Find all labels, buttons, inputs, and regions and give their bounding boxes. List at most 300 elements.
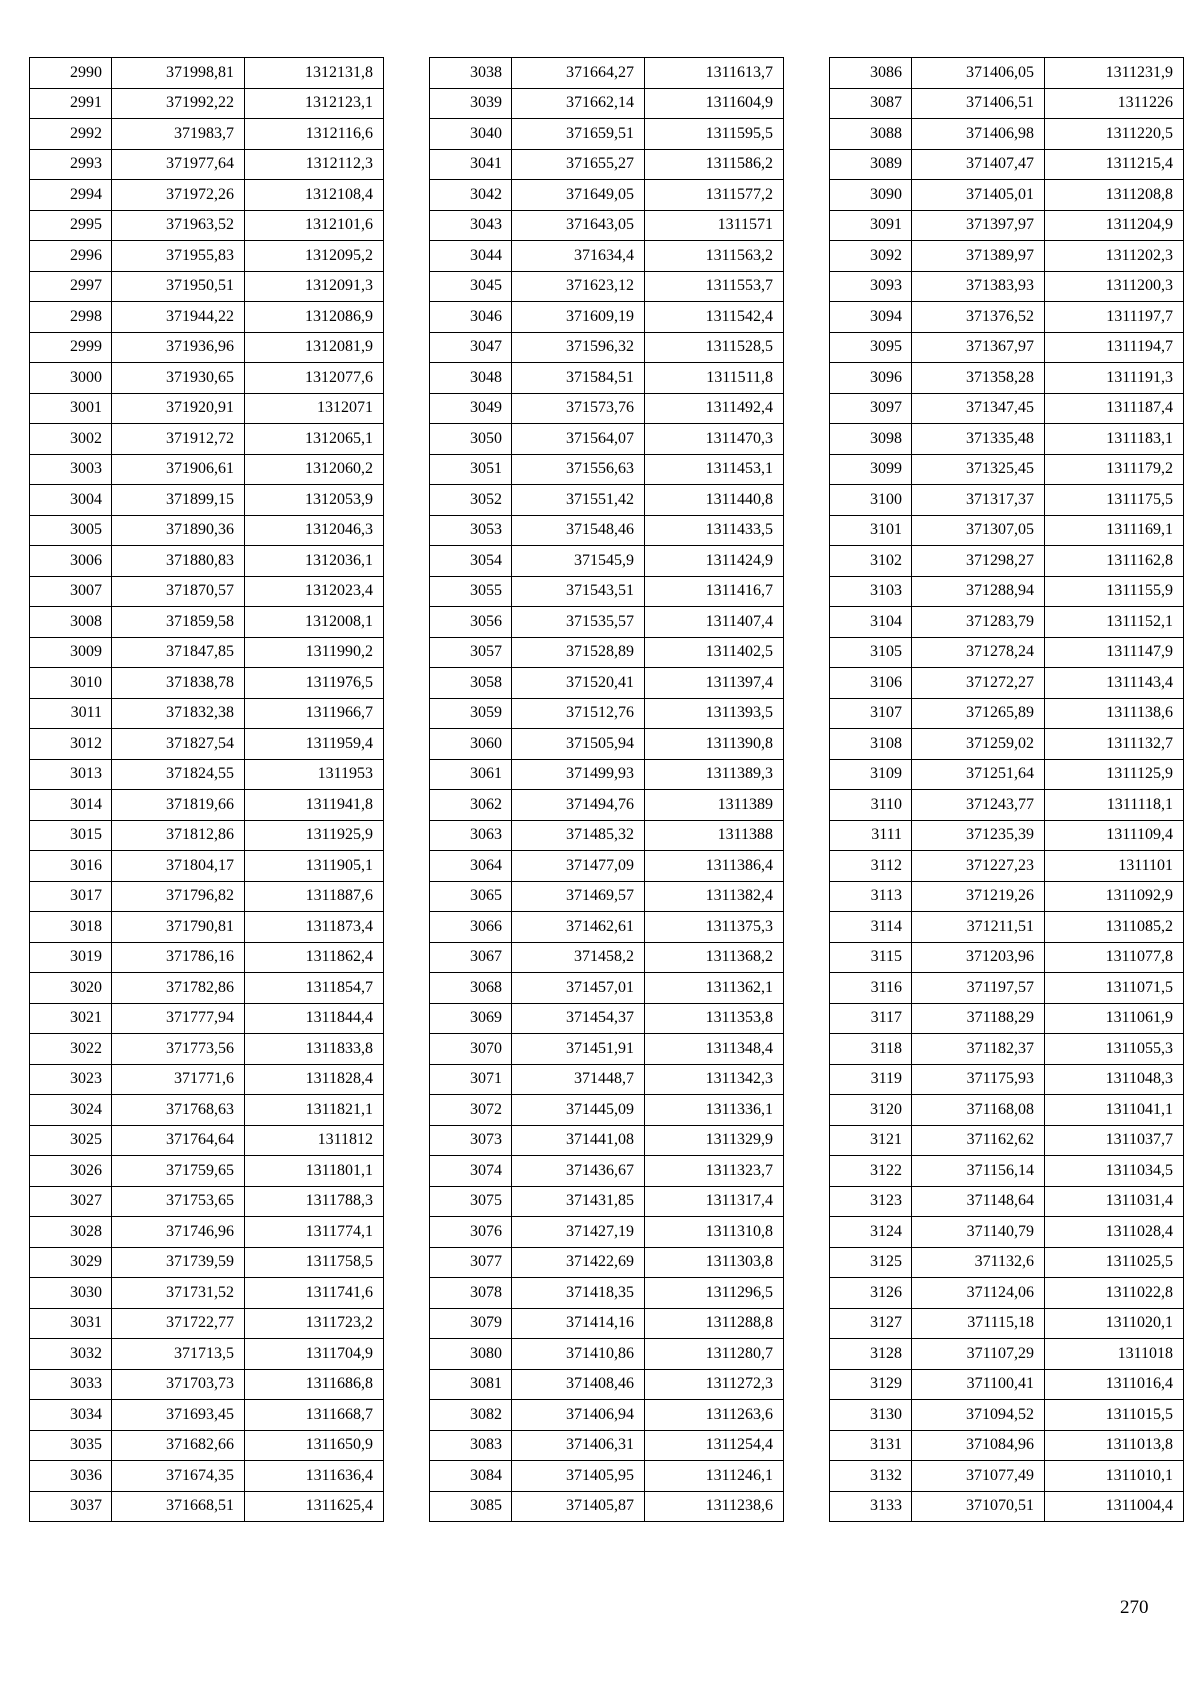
x-coordinate-cell: 371494,76: [512, 790, 645, 821]
point-id-cell: 3094: [830, 302, 912, 333]
point-id-cell: 3095: [830, 332, 912, 363]
y-coordinate-cell: 1311873,4: [245, 912, 384, 943]
x-coordinate-cell: 371771,6: [112, 1064, 245, 1095]
point-id-cell: 3070: [430, 1034, 512, 1065]
y-coordinate-cell: 1311085,2: [1045, 912, 1184, 943]
table-row: [430, 515, 784, 546]
y-coordinate-cell: 1311686,8: [245, 1369, 384, 1400]
table-row: [430, 1156, 784, 1187]
x-coordinate-cell: 371211,51: [912, 912, 1045, 943]
point-id-cell: 3083: [430, 1430, 512, 1461]
y-coordinate-cell: 1311440,8: [645, 485, 784, 516]
x-coordinate-cell: 371824,55: [112, 759, 245, 790]
point-id-cell: 3058: [430, 668, 512, 699]
point-id-cell: 3076: [430, 1217, 512, 1248]
x-coordinate-cell: 371827,54: [112, 729, 245, 760]
point-id-cell: 3008: [30, 607, 112, 638]
x-coordinate-cell: 371944,22: [112, 302, 245, 333]
point-id-cell: 3074: [430, 1156, 512, 1187]
y-coordinate-cell: 1311015,5: [1045, 1400, 1184, 1431]
x-coordinate-cell: 371768,63: [112, 1095, 245, 1126]
point-id-cell: 3057: [430, 637, 512, 668]
y-coordinate-cell: 1311388: [645, 820, 784, 851]
x-coordinate-cell: 371462,61: [512, 912, 645, 943]
y-coordinate-cell: 1311215,4: [1045, 149, 1184, 180]
table-row: [430, 698, 784, 729]
y-coordinate-cell: 1311362,1: [645, 973, 784, 1004]
x-coordinate-cell: 371376,52: [912, 302, 1045, 333]
y-coordinate-cell: 1311774,1: [245, 1217, 384, 1248]
y-coordinate-cell: 1311511,8: [645, 363, 784, 394]
y-coordinate-cell: 1311101: [1045, 851, 1184, 882]
y-coordinate-cell: 1312053,9: [245, 485, 384, 516]
y-coordinate-cell: 1312081,9: [245, 332, 384, 363]
table-row: [30, 668, 384, 699]
point-id-cell: 3082: [430, 1400, 512, 1431]
point-id-cell: 3129: [830, 1369, 912, 1400]
table-row: [830, 729, 1184, 760]
table-row: [830, 58, 1184, 89]
table-row: [30, 363, 384, 394]
table-row: [830, 1430, 1184, 1461]
table-row: [430, 942, 784, 973]
point-id-cell: 3105: [830, 637, 912, 668]
table-row: [30, 1064, 384, 1095]
point-id-cell: 3006: [30, 546, 112, 577]
x-coordinate-cell: 371731,52: [112, 1278, 245, 1309]
table-row: [430, 1186, 784, 1217]
y-coordinate-cell: 1311202,3: [1045, 241, 1184, 272]
point-id-cell: 3068: [430, 973, 512, 1004]
y-coordinate-cell: 1311022,8: [1045, 1278, 1184, 1309]
y-coordinate-cell: 1312065,1: [245, 424, 384, 455]
table-row: [830, 1491, 1184, 1522]
x-coordinate-cell: 371235,39: [912, 820, 1045, 851]
x-coordinate-cell: 371457,01: [512, 973, 645, 1004]
x-coordinate-cell: 371298,27: [912, 546, 1045, 577]
y-coordinate-cell: 1311280,7: [645, 1339, 784, 1370]
x-coordinate-cell: 371451,91: [512, 1034, 645, 1065]
point-id-cell: 3064: [430, 851, 512, 882]
point-id-cell: 3072: [430, 1095, 512, 1126]
y-coordinate-cell: 1311175,5: [1045, 485, 1184, 516]
table-row: [30, 759, 384, 790]
x-coordinate-cell: 371148,64: [912, 1186, 1045, 1217]
point-id-cell: 3133: [830, 1491, 912, 1522]
point-id-cell: 3104: [830, 607, 912, 638]
y-coordinate-cell: 1311013,8: [1045, 1430, 1184, 1461]
table-row: [430, 119, 784, 150]
x-coordinate-cell: 371406,94: [512, 1400, 645, 1431]
y-coordinate-cell: 1312008,1: [245, 607, 384, 638]
y-coordinate-cell: 1311862,4: [245, 942, 384, 973]
table-row: [30, 1095, 384, 1126]
y-coordinate-cell: 1312116,6: [245, 119, 384, 150]
table-row: [830, 241, 1184, 272]
table-row: [830, 820, 1184, 851]
table-row: [30, 210, 384, 241]
y-coordinate-cell: 1311020,1: [1045, 1308, 1184, 1339]
table-row: [30, 1247, 384, 1278]
y-coordinate-cell: 1311004,4: [1045, 1491, 1184, 1522]
x-coordinate-cell: 371819,66: [112, 790, 245, 821]
table-row: [830, 1339, 1184, 1370]
table-row: [830, 1034, 1184, 1065]
y-coordinate-cell: 1311801,1: [245, 1156, 384, 1187]
table-row: [830, 1461, 1184, 1492]
table-row: [830, 1369, 1184, 1400]
y-coordinate-cell: 1312112,3: [245, 149, 384, 180]
x-coordinate-cell: 371722,77: [112, 1308, 245, 1339]
point-id-cell: 3056: [430, 607, 512, 638]
point-id-cell: 3084: [430, 1461, 512, 1492]
table-row: [30, 973, 384, 1004]
y-coordinate-cell: 1311288,8: [645, 1308, 784, 1339]
point-id-cell: 3063: [430, 820, 512, 851]
table-row: [830, 180, 1184, 211]
point-id-cell: 3020: [30, 973, 112, 1004]
table-row: [430, 973, 784, 1004]
table-row: [30, 454, 384, 485]
x-coordinate-cell: 371668,51: [112, 1491, 245, 1522]
x-coordinate-cell: 371414,16: [512, 1308, 645, 1339]
page-number: 270: [1120, 1597, 1149, 1618]
table-row: [430, 1308, 784, 1339]
y-coordinate-cell: 1311368,2: [645, 942, 784, 973]
y-coordinate-cell: 1311636,4: [245, 1461, 384, 1492]
x-coordinate-cell: 371662,14: [512, 88, 645, 119]
x-coordinate-cell: 371265,89: [912, 698, 1045, 729]
y-coordinate-cell: 1311382,4: [645, 881, 784, 912]
x-coordinate-cell: 371912,72: [112, 424, 245, 455]
table-row: [30, 149, 384, 180]
y-coordinate-cell: 1311197,7: [1045, 302, 1184, 333]
point-id-cell: 3126: [830, 1278, 912, 1309]
x-coordinate-cell: 371422,69: [512, 1247, 645, 1278]
table-row: [30, 698, 384, 729]
y-coordinate-cell: 1312095,2: [245, 241, 384, 272]
point-id-cell: 3025: [30, 1125, 112, 1156]
x-coordinate-cell: 371643,05: [512, 210, 645, 241]
point-id-cell: 3069: [430, 1003, 512, 1034]
x-coordinate-cell: 371950,51: [112, 271, 245, 302]
y-coordinate-cell: 1311010,1: [1045, 1461, 1184, 1492]
y-coordinate-cell: 1311389,3: [645, 759, 784, 790]
point-id-cell: 3090: [830, 180, 912, 211]
table-row: [830, 668, 1184, 699]
point-id-cell: 3014: [30, 790, 112, 821]
table-row: [830, 1247, 1184, 1278]
point-id-cell: 3016: [30, 851, 112, 882]
x-coordinate-cell: 371107,29: [912, 1339, 1045, 1370]
table-row: [830, 546, 1184, 577]
point-id-cell: 3080: [430, 1339, 512, 1370]
y-coordinate-cell: 1311194,7: [1045, 332, 1184, 363]
x-coordinate-cell: 371406,31: [512, 1430, 645, 1461]
y-coordinate-cell: 1311204,9: [1045, 210, 1184, 241]
y-coordinate-cell: 1311055,3: [1045, 1034, 1184, 1065]
x-coordinate-cell: 371175,93: [912, 1064, 1045, 1095]
point-id-cell: 3033: [30, 1369, 112, 1400]
y-coordinate-cell: 1311563,2: [645, 241, 784, 272]
y-coordinate-cell: 1311854,7: [245, 973, 384, 1004]
y-coordinate-cell: 1311577,2: [645, 180, 784, 211]
table-row: [30, 302, 384, 333]
point-id-cell: 3015: [30, 820, 112, 851]
point-id-cell: 3002: [30, 424, 112, 455]
x-coordinate-cell: 371156,14: [912, 1156, 1045, 1187]
coordinate-table-1: [29, 57, 384, 1522]
x-coordinate-cell: 371441,08: [512, 1125, 645, 1156]
table-row: [830, 576, 1184, 607]
x-coordinate-cell: 371436,67: [512, 1156, 645, 1187]
y-coordinate-cell: 1311424,9: [645, 546, 784, 577]
y-coordinate-cell: 1311723,2: [245, 1308, 384, 1339]
y-coordinate-cell: 1312131,8: [245, 58, 384, 89]
point-id-cell: 3071: [430, 1064, 512, 1095]
table-row: [430, 1003, 784, 1034]
table-row: [830, 332, 1184, 363]
y-coordinate-cell: 1311138,6: [1045, 698, 1184, 729]
y-coordinate-cell: 1311336,1: [645, 1095, 784, 1126]
table-row: [430, 759, 784, 790]
y-coordinate-cell: 1311353,8: [645, 1003, 784, 1034]
point-id-cell: 3007: [30, 576, 112, 607]
table-row: [30, 1186, 384, 1217]
table-row: [430, 88, 784, 119]
x-coordinate-cell: 371847,85: [112, 637, 245, 668]
table-row: [430, 668, 784, 699]
x-coordinate-cell: 371505,94: [512, 729, 645, 760]
table-row: [830, 698, 1184, 729]
x-coordinate-cell: 371307,05: [912, 515, 1045, 546]
y-coordinate-cell: 1311200,3: [1045, 271, 1184, 302]
x-coordinate-cell: 371955,83: [112, 241, 245, 272]
x-coordinate-cell: 371389,97: [912, 241, 1045, 272]
point-id-cell: 3059: [430, 698, 512, 729]
point-id-cell: 3005: [30, 515, 112, 546]
table-row: [30, 1339, 384, 1370]
table-row: [30, 119, 384, 150]
table-row: [830, 973, 1184, 1004]
y-coordinate-cell: 1311625,4: [245, 1491, 384, 1522]
x-coordinate-cell: 371188,29: [912, 1003, 1045, 1034]
y-coordinate-cell: 1311741,6: [245, 1278, 384, 1309]
point-id-cell: 3003: [30, 454, 112, 485]
point-id-cell: 2997: [30, 271, 112, 302]
y-coordinate-cell: 1311109,4: [1045, 820, 1184, 851]
x-coordinate-cell: 371655,27: [512, 149, 645, 180]
y-coordinate-cell: 1311018: [1045, 1339, 1184, 1370]
table-row: [430, 58, 784, 89]
x-coordinate-cell: 371804,17: [112, 851, 245, 882]
point-id-cell: 3022: [30, 1034, 112, 1065]
y-coordinate-cell: 1311208,8: [1045, 180, 1184, 211]
y-coordinate-cell: 1311272,3: [645, 1369, 784, 1400]
table-row: [830, 637, 1184, 668]
table-row: [30, 1308, 384, 1339]
point-id-cell: 3088: [830, 119, 912, 150]
y-coordinate-cell: 1311179,2: [1045, 454, 1184, 485]
table-row: [430, 1278, 784, 1309]
y-coordinate-cell: 1311231,9: [1045, 58, 1184, 89]
y-coordinate-cell: 1311263,6: [645, 1400, 784, 1431]
x-coordinate-cell: 371545,9: [512, 546, 645, 577]
x-coordinate-cell: 371548,46: [512, 515, 645, 546]
table-row: [830, 88, 1184, 119]
y-coordinate-cell: 1311595,5: [645, 119, 784, 150]
point-id-cell: 3067: [430, 942, 512, 973]
y-coordinate-cell: 1311492,4: [645, 393, 784, 424]
point-id-cell: 3116: [830, 973, 912, 1004]
table-row: [430, 1491, 784, 1522]
table-row: [830, 1400, 1184, 1431]
point-id-cell: 3028: [30, 1217, 112, 1248]
point-id-cell: 3101: [830, 515, 912, 546]
table-row: [430, 332, 784, 363]
table-row: [30, 1034, 384, 1065]
table-row: [430, 912, 784, 943]
y-coordinate-cell: 1311246,1: [645, 1461, 784, 1492]
table-row: [30, 88, 384, 119]
point-id-cell: 3040: [430, 119, 512, 150]
point-id-cell: 3123: [830, 1186, 912, 1217]
point-id-cell: 2993: [30, 149, 112, 180]
point-id-cell: 3093: [830, 271, 912, 302]
x-coordinate-cell: 371427,19: [512, 1217, 645, 1248]
point-id-cell: 3049: [430, 393, 512, 424]
x-coordinate-cell: 371782,86: [112, 973, 245, 1004]
y-coordinate-cell: 1311118,1: [1045, 790, 1184, 821]
y-coordinate-cell: 1311296,5: [645, 1278, 784, 1309]
point-id-cell: 2992: [30, 119, 112, 150]
point-id-cell: 3078: [430, 1278, 512, 1309]
y-coordinate-cell: 1311162,8: [1045, 546, 1184, 577]
table-row: [830, 881, 1184, 912]
y-coordinate-cell: 1311604,9: [645, 88, 784, 119]
point-id-cell: 3112: [830, 851, 912, 882]
y-coordinate-cell: 1311586,2: [645, 149, 784, 180]
y-coordinate-cell: 1311990,2: [245, 637, 384, 668]
y-coordinate-cell: 1311453,1: [645, 454, 784, 485]
x-coordinate-cell: 371682,66: [112, 1430, 245, 1461]
x-coordinate-cell: 371859,58: [112, 607, 245, 638]
point-id-cell: 3098: [830, 424, 912, 455]
x-coordinate-cell: 371454,37: [512, 1003, 645, 1034]
table-row: [30, 271, 384, 302]
x-coordinate-cell: 371963,52: [112, 210, 245, 241]
y-coordinate-cell: 1311147,9: [1045, 637, 1184, 668]
x-coordinate-cell: 371077,49: [912, 1461, 1045, 1492]
x-coordinate-cell: 371367,97: [912, 332, 1045, 363]
table-row: [30, 1156, 384, 1187]
y-coordinate-cell: 1312077,6: [245, 363, 384, 394]
table-row: [430, 454, 784, 485]
point-id-cell: 3132: [830, 1461, 912, 1492]
point-id-cell: 3061: [430, 759, 512, 790]
point-id-cell: 3024: [30, 1095, 112, 1126]
y-coordinate-cell: 1311048,3: [1045, 1064, 1184, 1095]
y-coordinate-cell: 1311407,4: [645, 607, 784, 638]
y-coordinate-cell: 1311169,1: [1045, 515, 1184, 546]
y-coordinate-cell: 1311397,4: [645, 668, 784, 699]
point-id-cell: 3122: [830, 1156, 912, 1187]
table-row: [30, 332, 384, 363]
y-coordinate-cell: 1311375,3: [645, 912, 784, 943]
table-row: [830, 210, 1184, 241]
table-row: [830, 607, 1184, 638]
table-row: [30, 607, 384, 638]
x-coordinate-cell: 371535,57: [512, 607, 645, 638]
y-coordinate-cell: 1311470,3: [645, 424, 784, 455]
point-id-cell: 3086: [830, 58, 912, 89]
table-row: [430, 881, 784, 912]
x-coordinate-cell: 371407,47: [912, 149, 1045, 180]
x-coordinate-cell: 371664,27: [512, 58, 645, 89]
point-id-cell: 3054: [430, 546, 512, 577]
x-coordinate-cell: 371325,45: [912, 454, 1045, 485]
x-coordinate-cell: 371920,91: [112, 393, 245, 424]
point-id-cell: 3050: [430, 424, 512, 455]
point-id-cell: 3001: [30, 393, 112, 424]
x-coordinate-cell: 371992,22: [112, 88, 245, 119]
table-row: [30, 1217, 384, 1248]
table-row: [430, 1247, 784, 1278]
point-id-cell: 3036: [30, 1461, 112, 1492]
y-coordinate-cell: 1312108,4: [245, 180, 384, 211]
x-coordinate-cell: 371227,23: [912, 851, 1045, 882]
table-row: [830, 454, 1184, 485]
y-coordinate-cell: 1311966,7: [245, 698, 384, 729]
y-coordinate-cell: 1311143,4: [1045, 668, 1184, 699]
x-coordinate-cell: 371584,51: [512, 363, 645, 394]
table-row: [430, 1339, 784, 1370]
point-id-cell: 3125: [830, 1247, 912, 1278]
point-id-cell: 3035: [30, 1430, 112, 1461]
x-coordinate-cell: 371251,64: [912, 759, 1045, 790]
x-coordinate-cell: 371288,94: [912, 576, 1045, 607]
y-coordinate-cell: 1312071: [245, 393, 384, 424]
point-id-cell: 3102: [830, 546, 912, 577]
y-coordinate-cell: 1311668,7: [245, 1400, 384, 1431]
table-row: [830, 1156, 1184, 1187]
x-coordinate-cell: 371899,15: [112, 485, 245, 516]
point-id-cell: 2999: [30, 332, 112, 363]
y-coordinate-cell: 1311342,3: [645, 1064, 784, 1095]
table-row: [830, 302, 1184, 333]
table-row: [430, 1064, 784, 1095]
x-coordinate-cell: 371445,09: [512, 1095, 645, 1126]
x-coordinate-cell: 371890,36: [112, 515, 245, 546]
point-id-cell: 3085: [430, 1491, 512, 1522]
x-coordinate-cell: 371132,6: [912, 1247, 1045, 1278]
table-row: [430, 546, 784, 577]
table-row: [830, 851, 1184, 882]
y-coordinate-cell: 1311226: [1045, 88, 1184, 119]
x-coordinate-cell: 371283,79: [912, 607, 1045, 638]
y-coordinate-cell: 1311329,9: [645, 1125, 784, 1156]
point-id-cell: 2998: [30, 302, 112, 333]
table-row: [830, 942, 1184, 973]
table-row: [30, 637, 384, 668]
table-row: [430, 1125, 784, 1156]
y-coordinate-cell: 1312091,3: [245, 271, 384, 302]
x-coordinate-cell: 371512,76: [512, 698, 645, 729]
point-id-cell: 3039: [430, 88, 512, 119]
table-body: [830, 58, 1184, 1522]
table-row: [30, 546, 384, 577]
point-id-cell: 3021: [30, 1003, 112, 1034]
